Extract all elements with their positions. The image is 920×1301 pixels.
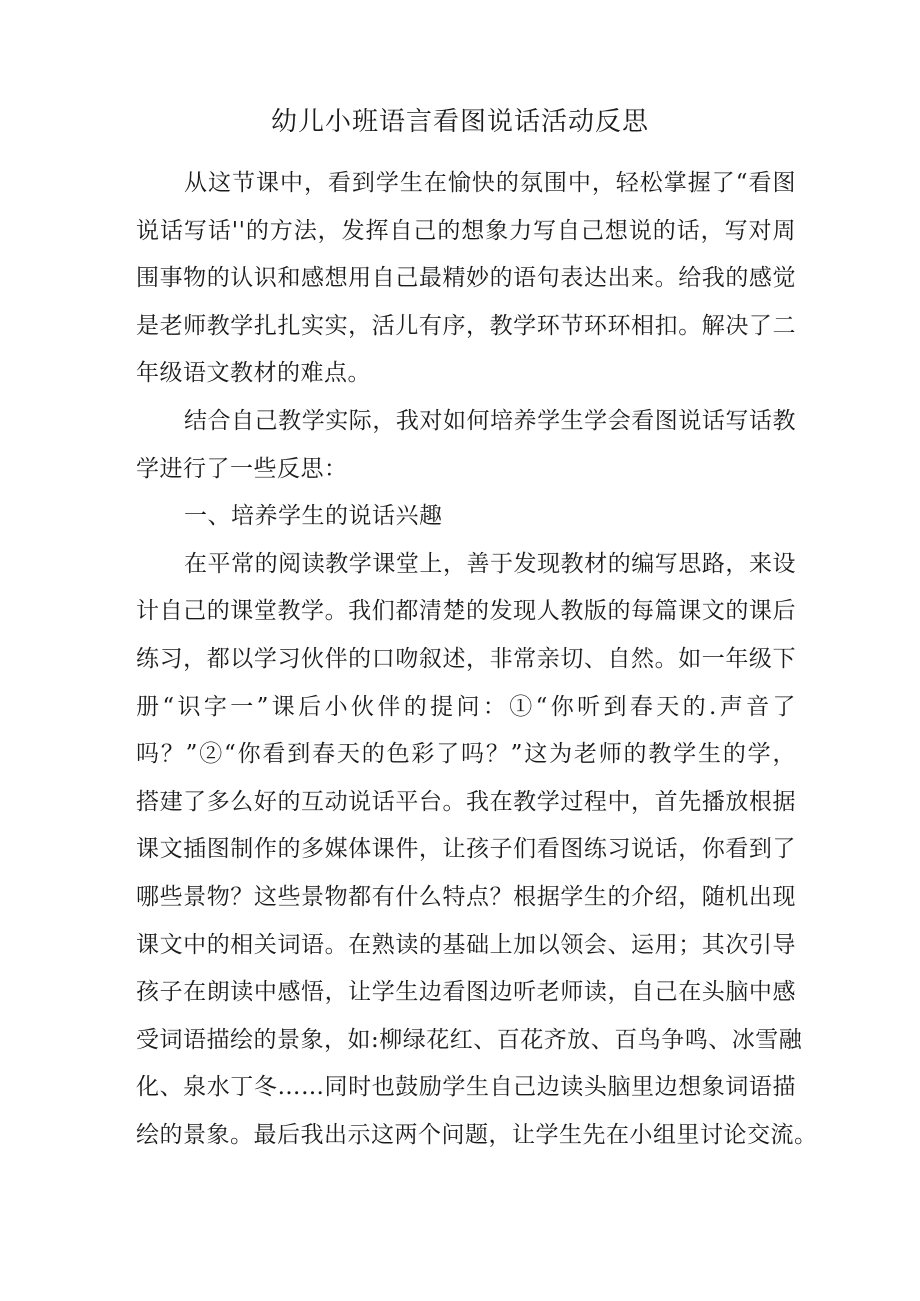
paragraph-3-line-13: 绘的景象。最后我出示这两个问题，让学生先在小组里讨论交流。 [136,1121,818,1148]
paragraph-3-line-7: 课文插图制作的多媒体课件，让孩子们看图练习说话，你看到了 [136,836,796,863]
paragraph-2-line-1: 结合自己教学实际，我对如何培养学生学会看图说话写话教 [184,407,796,434]
paragraph-3-line-5: 吗？”②“你看到春天的色彩了吗？”这为老师的教学生的学， [136,741,796,768]
paragraph-2-line-2: 学进行了一些反思： [136,455,348,482]
document-title: 幼儿小班语言看图说话活动反思 [270,107,649,137]
paragraph-1-line-3: 围事物的认识和感想用自己最精妙的语句表达出来。给我的感觉 [136,265,796,292]
document-body [136,160,818,1159]
paragraph-1-line-2: 说话写话''的方法，发挥自己的想象力写自己想说的话，写对周 [136,217,796,244]
paragraph-3-line-4: 册“识字一”课后小伙伴的提问：①“你听到春天的.声音了 [136,693,796,720]
paragraph-3-line-9: 课文中的相关词语。在熟读的基础上加以领会、运用；其次引导 [136,931,796,958]
paragraph-3-line-11: 受词语描绘的景象，如:柳绿花红、百花齐放、百鸟争鸣、冰雪融 [136,1026,803,1053]
paragraph-1-line-1: 从这节课中，看到学生在愉快的氛围中，轻松掌握了“看图 [184,170,796,196]
paragraph-3-line-2: 计自己的课堂教学。我们都清楚的发现人教版的每篇课文的课后 [136,598,796,625]
paragraph-3-line-6: 搭建了多么好的互动说话平台。我在教学过程中，首先播放根据 [136,788,796,815]
paragraph-3-line-10: 孩子在朗读中感悟，让学生边看图边听老师读，自己在头脑中感 [136,979,796,1006]
paragraph-1-line-4: 是老师教学扎扎实实，活儿有序，教学环节环环相扣。解决了二 [136,312,796,339]
paragraph-3-line-12: 化、泉水丁冬……同时也鼓励学生自己边读头脑里边想象词语描 [136,1074,796,1101]
paragraph-3-line-1: 在平常的阅读教学课堂上，善于发现教材的编写思路，来设 [184,550,796,577]
paragraph-3-line-3: 练习，都以学习伙伴的口吻叙述，非常亲切、自然。如一年级下 [136,645,796,672]
section-heading: 一、培养学生的说话兴趣 [184,503,443,530]
paragraph-1-line-5: 年级语文教材的难点。 [136,360,371,387]
paragraph-3-line-8: 哪些景物？这些景物都有什么特点？根据学生的介绍，随机出现 [136,883,796,910]
